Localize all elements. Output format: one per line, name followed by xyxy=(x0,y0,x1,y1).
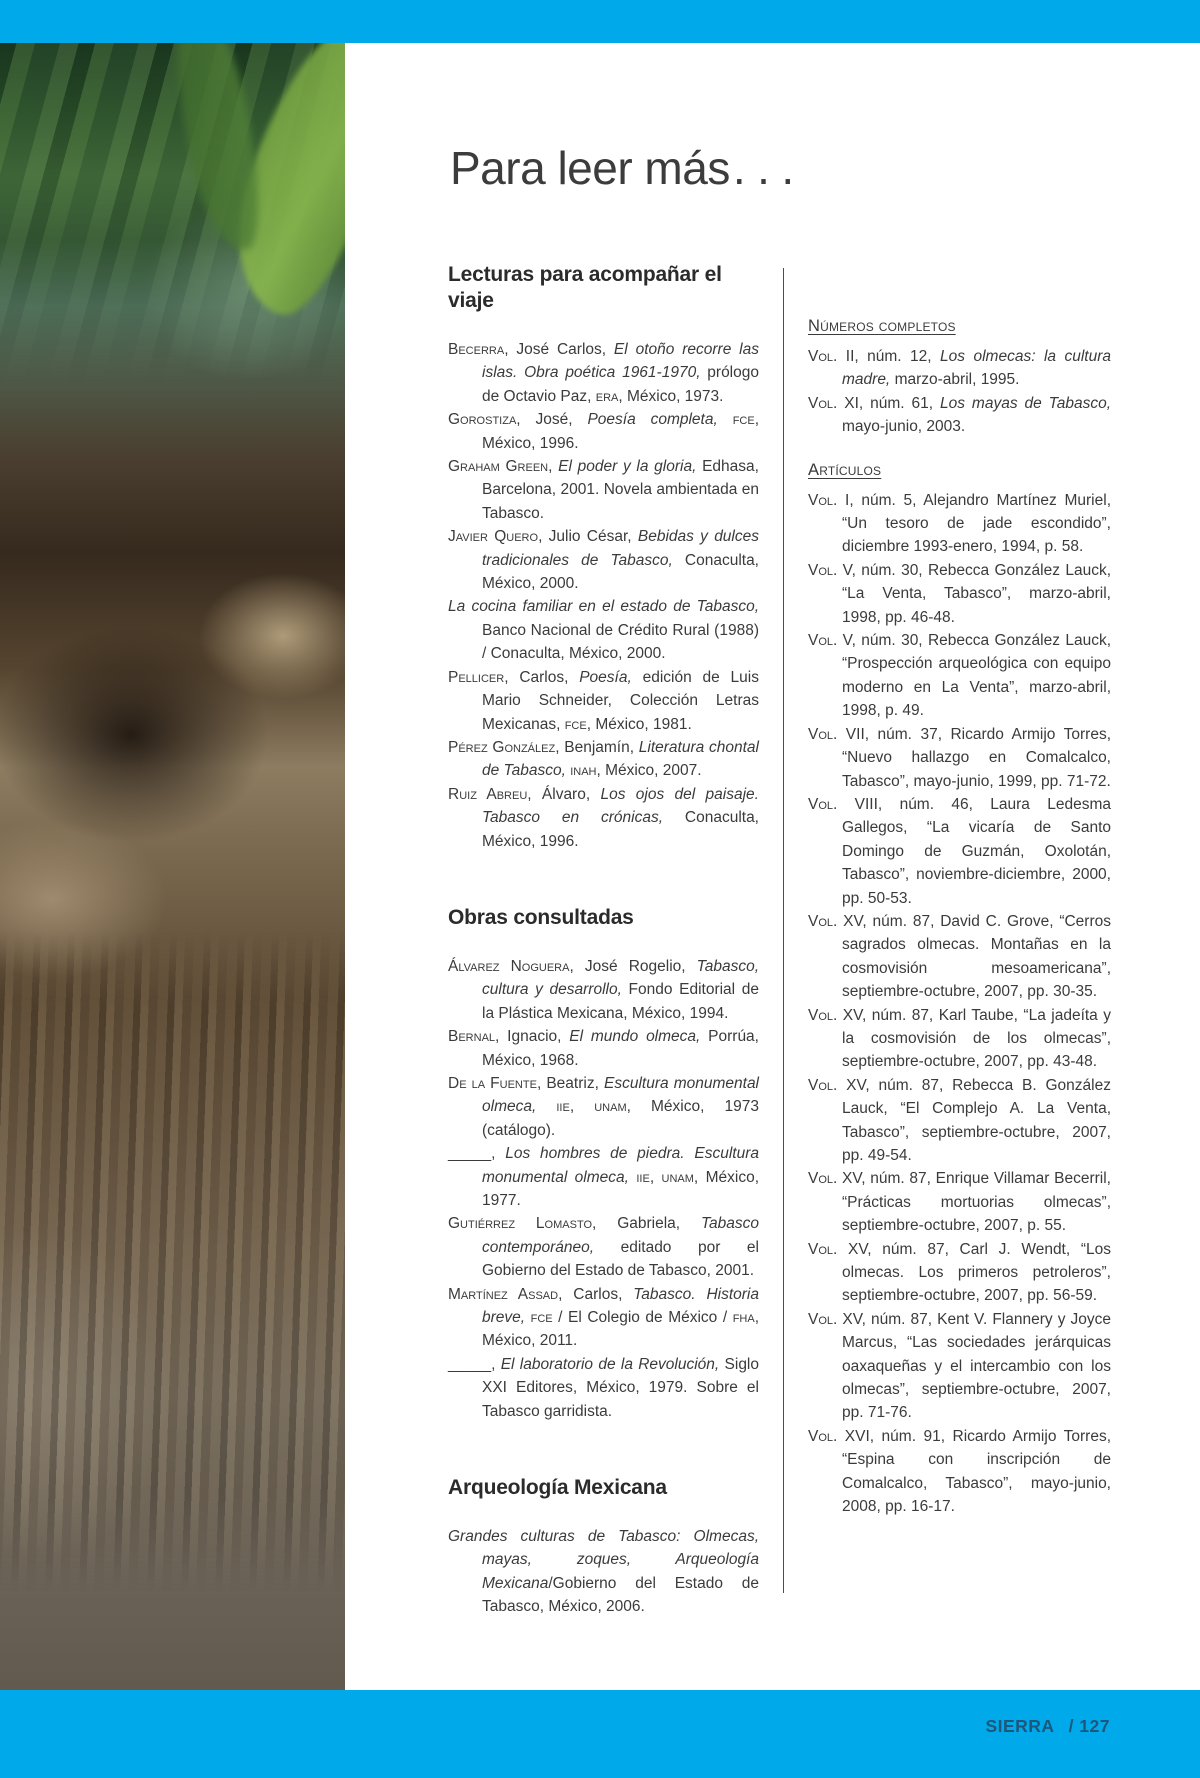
bibliography-entry xyxy=(448,1212,759,1282)
bibliography-entry xyxy=(808,793,1111,910)
entry-text-segment: Becerra xyxy=(448,341,505,358)
entry-text-segment: _____, xyxy=(448,1145,506,1163)
entry-text-segment: iie xyxy=(636,1168,650,1186)
entry-text-segment: prólogo de Octavio Paz, xyxy=(482,364,759,405)
entry-text-segment: Vol. xyxy=(808,1006,838,1024)
entry-text-segment: Porrúa, México, 1968. xyxy=(482,1028,759,1069)
entry-text-segment: Vol. xyxy=(808,491,838,509)
bibliography-entry xyxy=(448,1353,759,1423)
entry-text-segment: Gorostiza xyxy=(448,411,517,429)
entry-text-segment: mayo-junio, 2003. xyxy=(842,418,966,436)
entry-text-segment: Los mayas de Tabasco, xyxy=(940,394,1111,412)
entry-text-segment: Siglo XXI Editores, México, 1979. Sobre el Tabasco garridista. xyxy=(482,1355,759,1420)
section-numeros-completos xyxy=(808,315,1111,439)
entry-text-segment: XV, núm. 87, David C. Grove, “Cerros sagrados olmecas. Montañas en la cosmovisión mesoamericana”, septiembre-octubre, 2007, pp. 30-35. xyxy=(837,912,1111,1001)
bibliography-entry xyxy=(448,666,759,736)
entry-text-segment: edición de Luis Mario Schneider, Colección Letras Mexicanas, xyxy=(482,668,759,733)
entry-text-segment: Escultura monumental olmeca, xyxy=(482,1074,760,1116)
entry-text-segment: El laboratorio de la Revolución, xyxy=(500,1355,725,1373)
entry-text-segment: Pérez González xyxy=(448,738,556,756)
column-divider xyxy=(783,268,784,1593)
entry-text-segment: era xyxy=(595,387,619,405)
bibliography-entry xyxy=(448,1283,759,1353)
bibliography-entry xyxy=(808,1167,1111,1237)
entry-text-segment: XV, núm. 87, Rebecca B. González Lauck, “El Complejo A. La Venta, Tabasco”, septiembre-octubre, 2007, pp. 49-54. xyxy=(837,1076,1111,1164)
entry-text-segment: Literatura chontal de Tabasco, xyxy=(482,738,759,780)
entry-text-segment: XV, núm. 87, Karl Taube, “La jadeíta y la cosmovisión de los olmecas”, septiembre-octubre, 2007, pp. 43-48. xyxy=(837,1006,1111,1071)
bibliography-list xyxy=(448,955,759,1423)
right-column xyxy=(808,315,1111,1519)
entry-text-segment: I, núm. 5, Alejandro Martínez Muriel, “Un tesoro de jade escondido”, diciembre 1993-enero, 1994, p. 58. xyxy=(837,491,1111,556)
entry-text-segment: Martínez Assad xyxy=(448,1285,559,1303)
entry-text-segment: Poesía, xyxy=(579,668,643,686)
entry-text-segment: Vol. xyxy=(808,1310,838,1328)
bibliography-entry xyxy=(448,595,759,665)
left-column xyxy=(448,262,759,1619)
entry-text-segment: unam xyxy=(661,1168,694,1186)
section-obras-consultadas xyxy=(448,905,759,1423)
bibliography-list xyxy=(808,345,1111,439)
entry-text-segment: Edhasa, Barcelona, 2001. Novela ambientada en Tabasco. xyxy=(482,458,759,522)
entry-text-segment: editado por el Gobierno del Estado de Tabasco, 2001. xyxy=(482,1238,759,1280)
entry-text-segment: Bernal xyxy=(448,1028,496,1046)
section-heading: Obras consultadas xyxy=(448,905,634,929)
bibliography-entry xyxy=(808,489,1111,559)
bibliography-list xyxy=(808,489,1111,1519)
bibliography-entry xyxy=(808,345,1111,392)
entry-text-segment: V, núm. 30, Rebecca González Lauck, “La Venta, Tabasco”, marzo-abril, 1998, pp. 46-48. xyxy=(837,561,1111,626)
entry-text-segment: Grandes culturas de Tabasco: Olmecas, mayas, zoques, Arqueología Mexicana xyxy=(448,1528,759,1592)
entry-text-segment: , Carlos, xyxy=(558,1285,634,1303)
entry-text-segment: II, núm. 12, xyxy=(837,348,941,365)
bibliography-entry xyxy=(448,1072,759,1142)
bibliography-entry xyxy=(448,1525,759,1619)
entry-text-segment: unam xyxy=(594,1098,627,1116)
entry-text-segment: Vol. xyxy=(808,348,838,365)
entry-text-segment: , Beatriz, xyxy=(536,1074,604,1092)
entry-text-segment: , México, 2007. xyxy=(596,762,702,780)
bibliography-entry xyxy=(808,910,1111,1004)
entry-text-segment: , México, 1977. xyxy=(482,1168,760,1209)
nature-photo xyxy=(0,43,345,1690)
footer-page-number: / 127 xyxy=(1068,1716,1110,1736)
entry-text-segment: Los ojos del paisaje. Tabasco en crónicas, xyxy=(482,785,759,827)
entry-text-segment: Poesía completa, xyxy=(587,411,733,429)
entry-text-segment: , México, 2011. xyxy=(482,1309,759,1350)
entry-text-segment: De la Fuente xyxy=(448,1074,537,1092)
entry-text-segment: , José Rogelio, xyxy=(569,957,697,975)
top-accent-bar xyxy=(0,0,1200,43)
bibliography-entry xyxy=(808,1425,1111,1519)
page-footer xyxy=(985,1716,1110,1737)
bibliography-entry xyxy=(448,455,759,525)
bibliography-entry xyxy=(448,338,759,408)
entry-text-segment: , Gabriela, xyxy=(592,1215,701,1233)
entry-text-segment: Vol. xyxy=(808,1170,838,1188)
entry-text-segment: , México, 1973 (catálogo). xyxy=(482,1098,759,1139)
bibliography-list xyxy=(448,1525,759,1619)
bark-texture-decor xyxy=(0,932,345,1591)
entry-text-segment: Conaculta, México, 2000. xyxy=(482,551,759,593)
entry-text-segment: Vol. xyxy=(808,795,838,813)
entry-text-segment: inah xyxy=(570,762,597,780)
entry-text-segment: Vol. xyxy=(808,1076,838,1094)
bibliography-entry xyxy=(448,955,759,1025)
bibliography-entry xyxy=(448,783,759,853)
section-arqueologia-mexicana xyxy=(448,1475,759,1619)
entry-text-segment: /Gobierno del Estado de Tabasco, México, 2006. xyxy=(482,1574,759,1616)
entry-text-segment: Javier Quero xyxy=(448,528,539,546)
footer-magazine-name: SIERRA xyxy=(985,1716,1055,1736)
entry-text-segment: Bebidas y dulces tradicionales de Tabasco, xyxy=(482,528,759,569)
entry-text-segment: Fondo Editorial de la Plástica Mexicana, México, 1994. xyxy=(482,981,759,1022)
entry-text-segment: , México, 1973. xyxy=(618,387,724,405)
section-heading: Artículos xyxy=(808,460,882,479)
entry-text-segment: El mundo olmeca, xyxy=(569,1028,709,1046)
page-title xyxy=(450,143,806,194)
bibliography-entry xyxy=(448,1142,759,1212)
entry-text-segment: El poder y la gloria, xyxy=(558,458,703,476)
entry-text-segment: Vol. xyxy=(808,1240,838,1258)
entry-text-segment: XV, núm. 87, Carl J. Wendt, “Los olmecas. Los primeros petroleros”, septiembre-octubre, 2007, pp. 56-59. xyxy=(837,1240,1111,1305)
entry-text-segment: Tabasco. Historia breve, xyxy=(482,1285,759,1327)
entry-text-segment: Vol. xyxy=(808,632,838,650)
entry-text-segment: , xyxy=(569,1098,595,1116)
bibliography-entry xyxy=(808,559,1111,629)
page-title-ellipsis: ... xyxy=(732,141,806,194)
entry-text-segment: fha xyxy=(732,1309,755,1327)
entry-text-segment: , xyxy=(548,458,559,476)
bibliography-entry xyxy=(448,1025,759,1072)
entry-text-segment: , José Carlos, xyxy=(504,341,614,358)
entry-text-segment: Banco Nacional de Crédito Rural (1988) / Conaculta, México, 2000. xyxy=(482,621,759,663)
entry-text-segment: Tabasco contemporáneo, xyxy=(482,1215,760,1256)
entry-text-segment: Vol. xyxy=(808,725,838,743)
bibliography-entry xyxy=(808,1308,1111,1425)
section-lecturas xyxy=(448,262,759,853)
bibliography-list xyxy=(448,338,759,853)
section-heading: Lecturas para acompañar el viaje xyxy=(448,263,722,312)
bibliography-entry xyxy=(448,736,759,783)
entry-text-segment: Graham Green xyxy=(448,458,549,476)
entry-text-segment: Pellicer xyxy=(448,668,505,686)
entry-text-segment: Tabasco, cultura y desarrollo, xyxy=(482,957,760,999)
entry-text-segment: , México, 1981. xyxy=(586,715,692,733)
entry-text-segment: marzo-abril, 1995. xyxy=(894,371,1020,389)
entry-text-segment: , xyxy=(649,1168,662,1186)
entry-text-segment: Los hombres de piedra. Escultura monumental olmeca, xyxy=(482,1145,759,1186)
entry-text-segment: Álvarez Noguera xyxy=(448,957,570,975)
bibliography-entry xyxy=(808,1004,1111,1074)
bibliography-entry xyxy=(448,408,759,455)
section-articulos xyxy=(808,459,1111,1519)
bibliography-entry xyxy=(808,392,1111,439)
entry-text-segment: , Benjamín, xyxy=(555,738,639,756)
entry-text-segment: VII, núm. 37, Ricardo Armijo Torres, “Nuevo hallazgo en Comalcalco, Tabasco”, mayo-junio, 1999, pp. 71-72. xyxy=(837,725,1111,790)
entry-text-segment: fce xyxy=(530,1309,553,1327)
entry-text-segment: XVI, núm. 91, Ricardo Armijo Torres, “Espina con inscripción de Comalcalco, Tabasco”, mayo-junio, 2008, pp. 16-17. xyxy=(837,1427,1111,1516)
entry-text-segment: Vol. xyxy=(808,1427,838,1445)
entry-text-segment: V, núm. 30, Rebecca González Lauck, “Prospección arqueológica con equipo moderno en La Venta”, marzo-abril, 1998, p. 49. xyxy=(837,632,1111,720)
entry-text-segment: _____, xyxy=(448,1355,501,1373)
entry-text-segment: La cocina familiar en el estado de Tabasco, xyxy=(448,598,759,616)
bibliography-entry xyxy=(808,629,1111,723)
bibliography-entry xyxy=(808,1074,1111,1168)
entry-text-segment: Conaculta, México, 1996. xyxy=(482,809,759,850)
entry-text-segment: Gutiérrez Lomasto xyxy=(448,1215,593,1233)
entry-text-segment: El otoño recorre las islas. Obra poética 1961-1970, xyxy=(482,341,759,382)
entry-text-segment: VIII, núm. 46, Laura Ledesma Gallegos, “La vicaría de Santo Domingo de Guzmán, Oxolotán, Tabasco”, noviembre-diciembre, 2000, pp. 50-53. xyxy=(837,795,1111,907)
entry-text-segment: fce xyxy=(732,411,755,429)
entry-text-segment: , José, xyxy=(516,411,588,429)
entry-text-segment: XI, núm. 61, xyxy=(837,394,940,412)
entry-text-segment: XV, núm. 87, Enrique Villamar Becerril, “Prácticas mortuorias olmecas”, septiembre-octubre, 2007, p. 55. xyxy=(837,1170,1111,1235)
entry-text-segment: fce xyxy=(564,715,587,733)
entry-text-segment: Vol. xyxy=(808,912,838,930)
entry-text-segment: / El Colegio de México / xyxy=(552,1309,733,1327)
entry-text-segment: , Julio César, xyxy=(538,528,638,546)
section-heading: Arqueología Mexicana xyxy=(448,1476,667,1500)
entry-text-segment: Ruiz Abreu xyxy=(448,785,528,803)
entry-text-segment: XV, núm. 87, Kent V. Flannery y Joyce Marcus, “Las sociedades jerárquicas oaxaqueñas y el intercambio con los olmecas”, septiembre-octubre, 2007, pp. 71-76. xyxy=(837,1310,1111,1422)
entry-text-segment: , Ignacio, xyxy=(495,1028,570,1046)
entry-text-segment: , Álvaro, xyxy=(527,785,601,803)
bibliography-entry xyxy=(448,525,759,595)
bibliography-entry xyxy=(808,1238,1111,1308)
bibliography-entry xyxy=(808,723,1111,793)
entry-text-segment: Los olmecas: la cultura madre, xyxy=(842,348,1111,389)
entry-text-segment: , Carlos, xyxy=(504,668,580,686)
entry-text-segment: , México, 1996. xyxy=(482,411,759,452)
entry-text-segment: Vol. xyxy=(808,394,838,412)
page-title-text: Para leer más xyxy=(450,141,730,194)
entry-text-segment: iie xyxy=(556,1098,570,1116)
section-heading: Números completos xyxy=(808,317,956,335)
entry-text-segment: Vol. xyxy=(808,561,838,579)
